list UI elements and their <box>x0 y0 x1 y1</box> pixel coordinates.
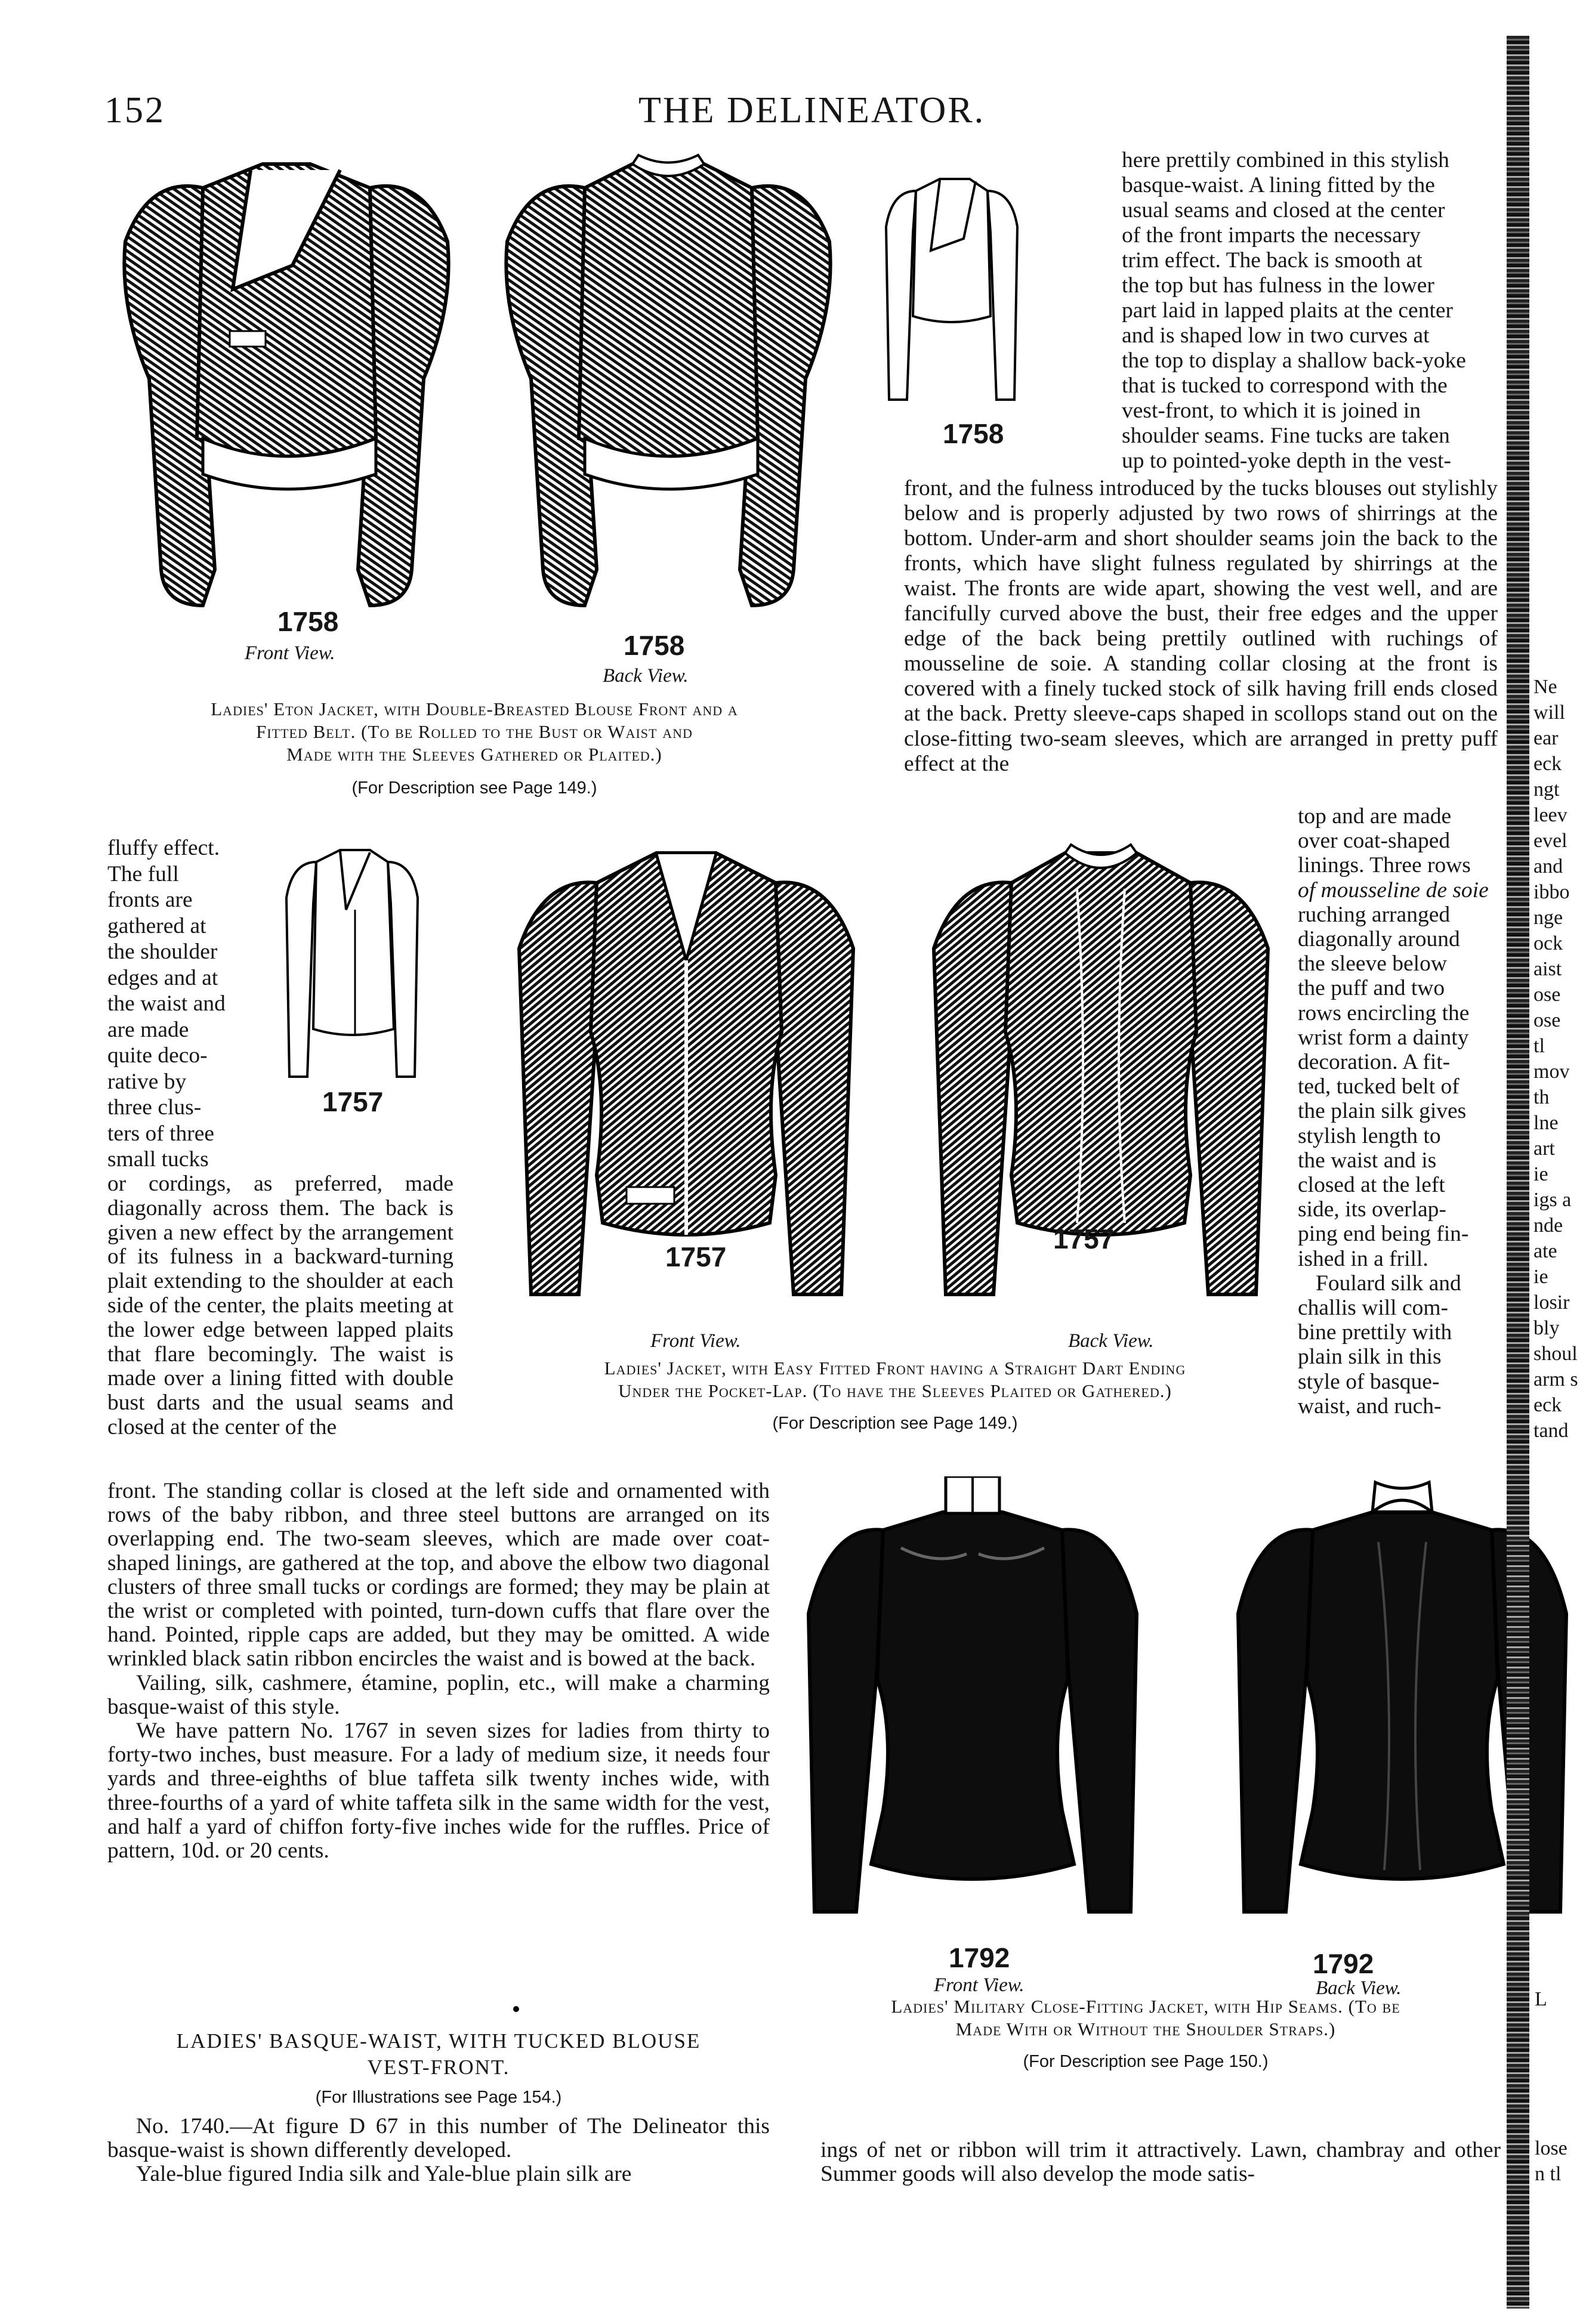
text-line: here prettily combined in this stylish <box>1122 148 1449 172</box>
text-fragment: art <box>1533 1138 1555 1160</box>
text-line: decoration. A fit- <box>1298 1050 1451 1075</box>
text-fragment: arm s <box>1533 1368 1578 1390</box>
text-fragment: ock <box>1533 932 1563 954</box>
text-line: closed at the left <box>1298 1173 1445 1198</box>
text-line: bine prettily with <box>1298 1320 1452 1345</box>
text-fragment: lose <box>1535 2137 1568 2159</box>
text-line: shoulder seams. Fine tucks are taken <box>1122 424 1450 448</box>
figure-number: 1757 <box>665 1241 727 1272</box>
text-line: plain silk in this <box>1298 1345 1442 1370</box>
text-line: stylish length to <box>1298 1123 1441 1148</box>
text-line: the puff and two <box>1298 976 1445 1001</box>
view-label: Back View. <box>603 665 689 687</box>
cropped-edge-text <box>1533 674 1578 1444</box>
text-line: ruching arranged <box>1298 902 1451 927</box>
eton-jacket-back-illustration <box>495 152 841 617</box>
text-column-bottom-right <box>820 2138 1501 2186</box>
text-column-right-narrow <box>1122 148 1498 474</box>
text-fragment: th <box>1533 1086 1550 1108</box>
figure-number: 1757 <box>322 1086 384 1117</box>
text-fragment: ose <box>1533 984 1561 1006</box>
eton-jacket-small-illustration <box>880 173 1023 424</box>
text-line: side, its overlap- <box>1298 1197 1446 1222</box>
paragraph: or cordings, as preferred, made diagonally across them. The back is given a new effect by the arrangement of its fulness in a backward-turning plait extending to the shoulder at each side of the center, the plaits meeting at the lower edge between lapped plaits that flare becomingly. The waist is made over a lining fitted with double bust darts and the usual seams and closed at the center of the <box>107 1172 453 1439</box>
paragraph: ings of net or ribbon will trim it attractively. Lawn, chambray and other Summer goods will also develop the mode satis- <box>820 2138 1501 2186</box>
text-line: of mousseline de soie <box>1298 877 1489 903</box>
paragraph: front. The standing collar is closed at the left side and ornamented with rows of the baby ribbon, and three steel buttons are arranged on its overlapping end. The two-seam sleeves, which are made over coat-shaped linings, are gathered at the top, and above the elbow two diagonal clusters of three small tucks or cordings are formed; they may be plain at the wrist or completed with pointed, turn-down cuffs that flare over the hand. Pointed, ripple caps are added, but they may be omitted. A wide wrinkled black satin ribbon encircles the waist and is bowed at the back. <box>107 1479 770 1671</box>
view-label: Front View. <box>934 1974 1025 1996</box>
text-line: the shoulder <box>107 940 218 964</box>
text-fragment: losir <box>1533 1291 1570 1314</box>
caption-line: Under the Pocket-Lap. (To have the Sleeves Plaited or Gathered.) <box>618 1380 1172 1401</box>
text-fragment: will <box>1533 701 1565 724</box>
paragraph: No. 1740.—At figure D 67 in this number of The Delineator this basque-waist is shown differently developed. <box>107 2114 770 2162</box>
text-fragment: mov <box>1533 1061 1570 1083</box>
jacket-small-illustration <box>280 838 424 1101</box>
figure-number: 1792 <box>949 1942 1010 1973</box>
text-line: fluffy effect. <box>107 836 220 860</box>
view-label: Back View. <box>1316 1977 1402 1999</box>
figure-caption <box>465 1357 1325 1402</box>
page-number: 152 <box>104 90 165 131</box>
text-fragment: leev <box>1533 804 1568 826</box>
caption-line: Fitted Belt. (To be Rolled to the Bust or Waist and <box>256 721 693 742</box>
text-line: the waist and <box>107 991 226 1016</box>
binding-strip <box>1507 36 1529 2308</box>
caption-line: Ladies' Eton Jacket, with Double-Breasted Blouse Front and a <box>211 699 738 719</box>
illustration-reference: (For Illustrations see Page 154.) <box>315 2088 562 2107</box>
figure-number: 1757 <box>1053 1223 1115 1254</box>
text-line: over coat-shaped <box>1298 829 1451 854</box>
text-column-right-wide <box>904 476 1498 777</box>
figure-caption <box>788 1995 1504 2041</box>
ornament-dot <box>513 2006 519 2012</box>
military-jacket-front-illustration <box>794 1476 1152 1954</box>
text-fragment: ie <box>1533 1266 1548 1288</box>
figure-number: 1758 <box>624 630 685 661</box>
text-line: are made <box>107 1017 189 1042</box>
text-fragment: ose <box>1533 1009 1561 1031</box>
text-line: diagonally around <box>1298 927 1460 952</box>
text-line: ished in a frill. <box>1298 1246 1428 1271</box>
text-line: the waist and is <box>1298 1148 1437 1173</box>
cropped-edge-text <box>1535 1986 1547 2012</box>
caption-line: Made With or Without the Shoulder Straps.) <box>955 2019 1336 2039</box>
text-column-right-middle <box>1298 804 1495 1418</box>
text-fragment: aist <box>1533 958 1562 980</box>
text-line: trim effect. The back is smooth at <box>1122 248 1423 273</box>
text-fragment: tand <box>1533 1420 1569 1442</box>
text-line: gathered at <box>107 913 206 938</box>
text-fragment: nde <box>1533 1214 1563 1237</box>
page-title: THE DELINEATOR. <box>638 90 986 131</box>
cropped-edge-text <box>1535 2136 1568 2187</box>
caption-line: Ladies' Jacket, with Easy Fitted Front having a Straight Dart Ending <box>604 1358 1186 1379</box>
text-line: of the front imparts the necessary <box>1122 223 1421 248</box>
text-line: linings. Three rows <box>1298 853 1471 878</box>
text-fragment: lne <box>1533 1112 1559 1134</box>
heading-line: LADIES' BASQUE-WAIST, WITH TUCKED BLOUSE <box>176 2029 701 2053</box>
text-line: Foulard silk and <box>1316 1271 1461 1296</box>
text-line: up to pointed-yoke depth in the vest- <box>1122 449 1451 473</box>
text-line: ters of three <box>107 1121 215 1146</box>
text-fragment: ie <box>1533 1163 1548 1185</box>
eton-jacket-front-illustration <box>113 152 459 617</box>
text-line: style of basque- <box>1298 1369 1440 1394</box>
text-line: the top but has fulness in the lower <box>1122 273 1434 298</box>
text-column-left-wide <box>107 1479 770 1863</box>
text-line: the plain silk gives <box>1298 1099 1467 1124</box>
text-column-left-medium <box>107 1172 453 1440</box>
figure-number: 1758 <box>943 418 1004 449</box>
text-fragment: ibbo <box>1533 881 1570 903</box>
text-line: waist, and ruch- <box>1298 1393 1442 1418</box>
text-fragment: bly <box>1533 1317 1560 1339</box>
figure-caption <box>90 698 859 766</box>
text-line: the top to display a shallow back-yoke <box>1122 348 1466 373</box>
text-line: vest-front, to which it is joined in <box>1122 398 1421 423</box>
text-fragment: evel <box>1533 830 1568 852</box>
article-heading <box>107 2028 770 2081</box>
text-line: top and are made <box>1298 804 1452 829</box>
text-fragment: and <box>1533 855 1563 877</box>
text-fragment: shoul <box>1533 1343 1578 1365</box>
article-body <box>107 2115 770 2186</box>
text-line: small tucks <box>107 1147 209 1172</box>
view-label: Front View. <box>245 642 335 664</box>
heading-line: VEST-FRONT. <box>367 2056 510 2079</box>
text-line: quite deco- <box>107 1043 208 1068</box>
text-fragment: n tl <box>1535 2163 1562 2185</box>
text-fragment: eck <box>1533 1394 1562 1416</box>
text-line: three clus- <box>107 1095 202 1120</box>
text-line: fronts are <box>107 888 193 912</box>
caption-line: Ladies' Military Close-Fitting Jacket, with Hip Seams. (To be <box>891 1996 1400 2017</box>
text-line: rows encircling the <box>1298 1000 1470 1025</box>
text-line: the sleeve below <box>1298 951 1447 976</box>
text-fragment: ear <box>1533 727 1559 749</box>
description-reference: (For Description see Page 149.) <box>351 778 597 798</box>
text-line: and is shaped low in two curves at <box>1122 323 1430 348</box>
text-line: rative by <box>107 1069 187 1094</box>
paragraph: Yale-blue figured India silk and Yale-blue plain silk are <box>136 2162 632 2186</box>
text-line: edges and at <box>107 965 218 990</box>
caption-line: Made with the Sleeves Gathered or Plaited.) <box>286 744 662 765</box>
text-line: that is tucked to correspond with the <box>1122 373 1448 398</box>
text-line: The full <box>107 861 179 886</box>
description-reference: (For Description see Page 149.) <box>772 1414 1018 1433</box>
figure-number: 1758 <box>277 606 339 637</box>
view-label: Front View. <box>650 1330 741 1352</box>
text-column-left-narrow <box>107 835 254 1173</box>
text-fragment: igs a <box>1533 1189 1572 1211</box>
text-fragment: tl <box>1533 1035 1545 1057</box>
text-line: challis will com- <box>1298 1296 1449 1321</box>
text-line: ted, tucked belt of <box>1298 1074 1460 1099</box>
text-line: basque-waist. A lining fitted by the <box>1122 173 1435 197</box>
text-fragment: L <box>1535 1988 1547 2010</box>
figure-number: 1792 <box>1313 1948 1374 1979</box>
text-fragment: ate <box>1533 1240 1557 1262</box>
text-line: part laid in lapped plaits at the center <box>1122 298 1453 323</box>
text-line: wrist form a dainty <box>1298 1025 1469 1050</box>
description-reference: (For Description see Page 150.) <box>1023 2052 1269 2071</box>
text-fragment: eck <box>1533 753 1562 775</box>
text-line: usual seams and closed at the center <box>1122 198 1445 222</box>
text-line: ping end being fin- <box>1298 1222 1469 1247</box>
text-fragment: Ne <box>1533 676 1557 698</box>
paragraph: Vailing, silk, cashmere, étamine, poplin, etc., will make a charming basque-waist of this style. <box>107 1670 770 1719</box>
paragraph: We have pattern No. 1767 in seven sizes for ladies from thirty to forty-two inches, bust measure. For a lady of medium size, it needs four yards and three-eighths of blue taffeta silk twenty inches wide, with three-fourths of a yard of white taffeta silk in the same width for the vest, and half a yard of chiffon forty-five inches wide for the ruffles. Price of pattern, 10d. or 20 cents. <box>107 1719 770 1863</box>
text-fragment: ngt <box>1533 778 1560 801</box>
paragraph: front, and the fulness introduced by the tucks blouses out stylishly below and is properly adjusted by two rows of shirrings at the bottom. Under-arm and short shoulder seams join the back to the fronts, which have slight fulness regulated by shirrings at the waist. The fronts are wide apart, showing the vest well, and are fancifully curved above the bust, their free edges and the upper edge of the back being prettily outlined with ruchings of mousseline de soie. A standing collar closing at the front is covered with a finely tucked stock of silk having frill ends closed at the back. Pretty sleeve-caps shaped in scollops stand out on the close-fitting two-seam sleeves, which are arranged in pretty puff effect at the <box>904 476 1498 776</box>
view-label: Back View. <box>1068 1330 1154 1352</box>
text-fragment: nge <box>1533 907 1563 929</box>
